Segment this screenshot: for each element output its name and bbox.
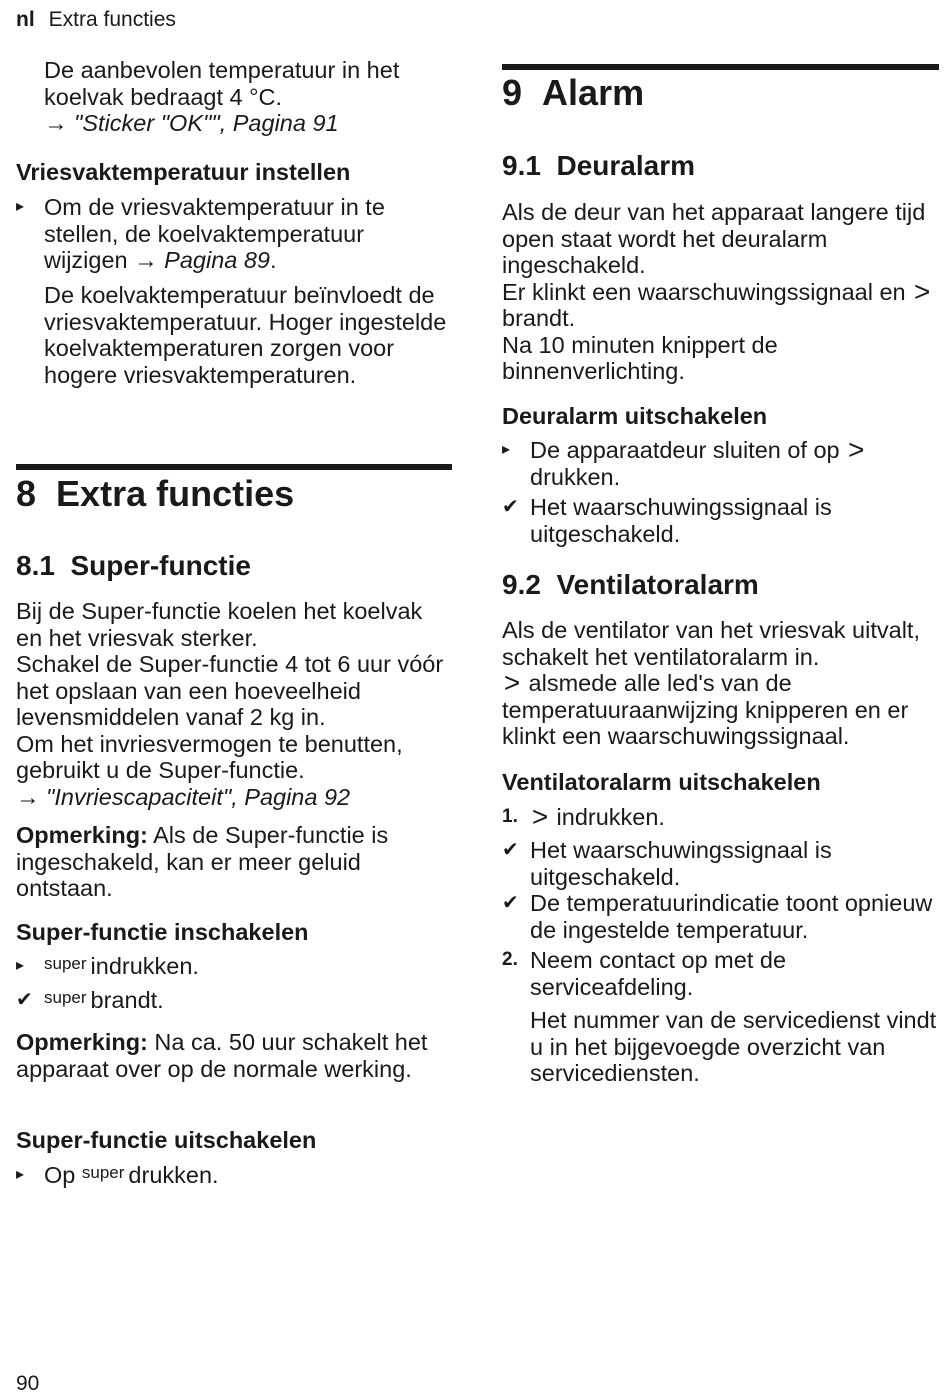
super-on-step-text: indrukken. bbox=[90, 953, 199, 979]
running-header bbox=[16, 8, 176, 32]
door-off-subheading: Deuralarm uitschakelen bbox=[502, 403, 768, 429]
header-section-title: Extra functies bbox=[48, 8, 176, 31]
checkmark-icon: ✔ bbox=[502, 892, 519, 914]
door-para-1: Als de deur van het apparaat langere tijd open staat wordt het deuralarm ingeschakeld. bbox=[502, 199, 926, 278]
door-off-step-pre: De apparaatdeur sluiten of op bbox=[530, 437, 840, 463]
fan-para-2-post: alsmede alle led's van de temperatuuraanwijzing knipperen en er klinkt een waarschuwingssignaal. bbox=[502, 670, 909, 749]
super-para-2: Schakel de Super-functie 4 tot 6 uur vóór het opslaan van een hoeveelheid levensmiddelen vanaf 2 kg in. bbox=[16, 651, 444, 730]
fan-description bbox=[502, 617, 939, 750]
chapter-title: Extra functies bbox=[56, 473, 295, 514]
intro-block bbox=[16, 57, 452, 137]
fan-para-2 bbox=[502, 667, 939, 750]
alarm-key-icon: > bbox=[913, 275, 931, 307]
alarm-key-icon: > bbox=[531, 801, 549, 832]
super-off-step-text: drukken. bbox=[128, 1162, 219, 1188]
page-number: 90 bbox=[16, 1372, 40, 1395]
section-number: 8.1 bbox=[16, 550, 55, 581]
triangle-bullet-icon: ▸ bbox=[16, 198, 25, 215]
fan-step-1-text: indrukken. bbox=[556, 804, 665, 830]
section-title: Super-functie bbox=[70, 550, 251, 581]
door-off-step bbox=[502, 434, 939, 490]
fan-step-2 bbox=[502, 947, 939, 1000]
section-number: 9.2 bbox=[502, 569, 541, 600]
super-para-1: Bij de Super-functie koelen het koelvak en het vriesvak sterker. bbox=[16, 598, 423, 651]
freezer-step-link[interactable]: → Pagina 89 bbox=[134, 247, 270, 273]
super-para-3: Om het invriesvermogen te benutten, gebruikt u de Super-functie. bbox=[16, 730, 403, 783]
door-para-2-post: brandt. bbox=[502, 305, 576, 331]
chapter-heading bbox=[502, 73, 939, 113]
super-key-label: super bbox=[81, 1163, 125, 1182]
section-number: 9.1 bbox=[502, 150, 541, 181]
triangle-bullet-icon: ▸ bbox=[502, 441, 511, 458]
fan-result-1-text: Het waarschuwingssignaal is uitgeschakeld. bbox=[530, 837, 832, 890]
door-off-result-text: Het waarschuwingssignaal is uitgeschakeld. bbox=[530, 494, 832, 547]
chapter-title: Alarm bbox=[542, 72, 645, 113]
super-off-step bbox=[16, 1162, 452, 1192]
super-off-step-pre: Op bbox=[44, 1162, 76, 1188]
super-link[interactable]: → "Invriescapaciteit", Pagina 92 bbox=[16, 783, 351, 810]
super-on-result bbox=[16, 987, 452, 1017]
super-on-step bbox=[16, 953, 452, 983]
checkmark-icon: ✔ bbox=[502, 496, 519, 518]
fan-result-2-text: De temperatuurindicatie toont opnieuw de ingestelde temperatuur. bbox=[530, 890, 933, 943]
freezer-step-text: Om de vriesvaktemperatuur in te stellen, de koelvaktemperatuur wijzigen bbox=[44, 194, 385, 273]
note-1 bbox=[16, 822, 452, 902]
fan-step-1 bbox=[502, 801, 939, 832]
fan-para-1: Als de ventilator van het vriesvak uitvalt, schakelt het ventilatoralarm in. bbox=[502, 617, 920, 670]
section-heading bbox=[16, 550, 452, 582]
door-para-2 bbox=[502, 275, 939, 332]
door-para-3: Na 10 minuten knippert de binnenverlichting. bbox=[502, 331, 778, 384]
fan-result-1 bbox=[502, 837, 939, 890]
triangle-bullet-icon: ▸ bbox=[16, 957, 25, 974]
door-description bbox=[502, 199, 939, 385]
super-on-subheading: Super-functie inschakelen bbox=[16, 919, 309, 945]
section-heading bbox=[502, 150, 939, 182]
note-2-label: Opmerking: bbox=[16, 1029, 148, 1055]
door-para-2-pre: Er klinkt een waarschuwingssignaal en bbox=[502, 278, 906, 305]
chapter-rule bbox=[16, 464, 452, 470]
intro-link[interactable]: → "Sticker "OK"", Pagina 91 bbox=[44, 110, 339, 136]
super-on-result-text: brandt. bbox=[90, 987, 164, 1013]
chapter-rule bbox=[502, 64, 939, 70]
checkmark-icon: ✔ bbox=[502, 839, 519, 861]
freezer-step-end: . bbox=[270, 247, 277, 273]
checkmark-icon: ✔ bbox=[16, 989, 33, 1011]
fan-step-2-note: Het nummer van de servicedienst vindt u in het bijgevoegde overzicht van servicediensten. bbox=[530, 1007, 937, 1086]
fan-result-2 bbox=[502, 890, 939, 943]
alarm-key-icon: > bbox=[847, 434, 865, 465]
alarm-key-icon: > bbox=[503, 667, 521, 698]
freezer-subheading: Vriesvaktemperatuur instellen bbox=[16, 159, 351, 185]
freezer-note: De koelvaktemperatuur beïnvloedt de vriesvaktemperatuur. Hoger ingestelde koelvaktemperaturen zorgen voor hogere vriesvaktemperaturen. bbox=[44, 282, 447, 388]
super-key-label: super bbox=[44, 954, 87, 973]
language-code: nl bbox=[16, 8, 35, 31]
super-key-label: super bbox=[44, 988, 87, 1007]
freezer-step bbox=[16, 194, 452, 274]
door-off-result bbox=[502, 494, 939, 547]
step-number: 1. bbox=[502, 806, 518, 827]
section-heading bbox=[502, 569, 939, 601]
note-2 bbox=[16, 1029, 452, 1082]
note-1-text: Als de Super-functie is ingeschakeld, kan er meer geluid ontstaan. bbox=[16, 822, 389, 901]
super-off-subheading: Super-functie uitschakelen bbox=[16, 1127, 317, 1153]
step-number: 2. bbox=[502, 949, 518, 970]
note-2-text: Na ca. 50 uur schakelt het apparaat over op de normale werking. bbox=[16, 1029, 428, 1082]
chapter-number: 9 bbox=[502, 72, 523, 113]
note-1-label: Opmerking: bbox=[16, 822, 148, 848]
door-off-step-post: drukken. bbox=[530, 463, 621, 490]
triangle-bullet-icon: ▸ bbox=[16, 1166, 25, 1183]
section-title: Ventilatoralarm bbox=[556, 569, 759, 600]
chapter-heading bbox=[16, 474, 452, 514]
section-title: Deuralarm bbox=[556, 150, 696, 181]
intro-text: De aanbevolen temperatuur in het koelvak bedraagt 4 °C. bbox=[44, 57, 400, 110]
fan-step-2-text: Neem contact op met de serviceafdeling. bbox=[530, 947, 787, 1000]
chapter-number: 8 bbox=[16, 473, 37, 514]
fan-off-subheading: Ventilatoralarm uitschakelen bbox=[502, 769, 821, 795]
super-description bbox=[16, 598, 452, 810]
